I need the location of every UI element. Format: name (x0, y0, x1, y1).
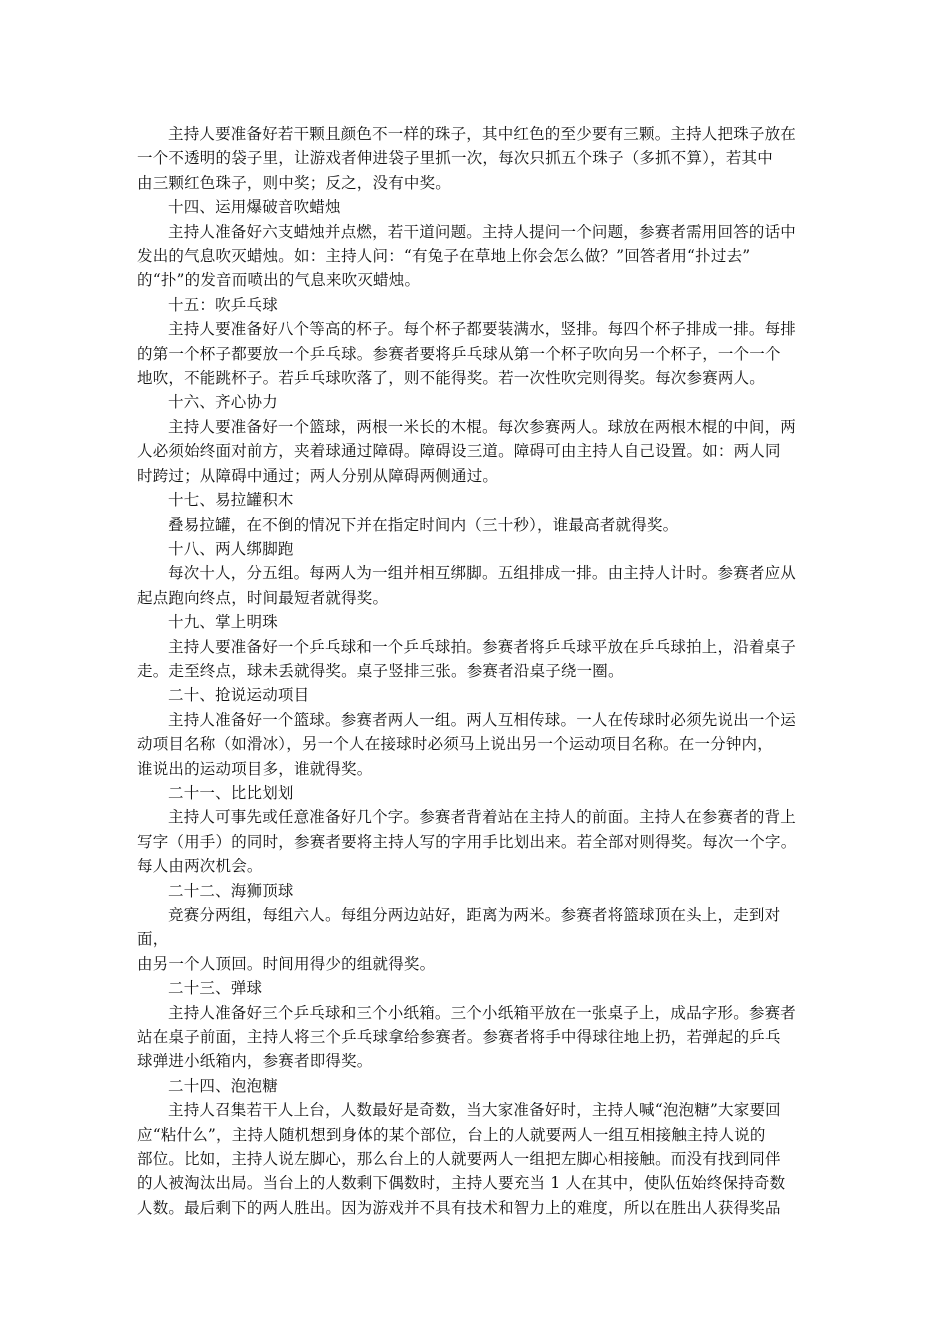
paragraph-body: 竞赛分两组，每组六人。每组分两边站好，距离为两米。参赛者将篮球顶在头上，走到对面， 由另一个人顶回。时间用得少的组就得奖。 (137, 906, 781, 973)
paragraph-body: 主持人要准备好一个篮球，两根一米长的木棍。每次参赛两人。球放在两根木棍的中间，两 人必须始终面对前方，夹着球通过障碍。障碍设三道。障碍可由主持人自己设置。如：两人同 时跨过；从障碍中通过；两人分别从障碍两侧通过。 (137, 417, 797, 485)
paragraph-body: 主持人要准备好一个乒乓球和一个乒乓球拍。参赛者将乒乓球平放在乒乓球拍上，沿着桌子 走。走至终点，球未丢就得奖。桌子竖排三张。参赛者沿桌子绕一圈。 (137, 637, 797, 680)
section-heading: 十九、掌上明珠 (168, 613, 278, 632)
paragraph-body: 主持人准备好一个篮球。参赛者两人一组。两人互相传球。一人在传球时必须先说出一个运 动项目名称（如滑冰），另一个人在接球时必须马上说出另一个运动项目名称。在一分钟内， 谁说出的运动项目多，谁就得奖。 (137, 710, 797, 778)
document-page (137, 122, 807, 1220)
section-heading: 二十四、泡泡糖 (168, 1076, 278, 1095)
paragraph-body: 主持人准备好三个乒乓球和三个小纸箱。三个小纸箱平放在一张桌子上，成品字形。参赛者 站在桌子前面，主持人将三个乒乓球拿给参赛者。参赛者将手中得球往地上扔，若弹起的乒乓 球弹进小纸箱内，参赛者即得奖。 (137, 1003, 797, 1071)
section-heading: 二十二、海狮顶球 (168, 881, 294, 900)
section-heading: 二十三、弹球 (168, 979, 263, 998)
paragraph-body: 叠易拉罐，在不倒的情况下并在指定时间内（三十秒），谁最高者就得奖。 (168, 515, 679, 534)
section-heading: 十四、运用爆破音吹蜡烛 (168, 198, 341, 217)
paragraph-body: 主持人可事先或任意准备好几个字。参赛者背着站在主持人的前面。主持人在参赛者的背上 写字（用手）的同时，参赛者要将主持人写的字用手比划出来。若全部对则得奖。每次一个字。 每人由两次机会。 (137, 808, 797, 876)
section-heading: 十七、易拉罐积木 (168, 491, 294, 510)
paragraph-body: 主持人准备好六支蜡烛并点燃，若干道问题。主持人提问一个问题，参赛者需用回答的话中 发出的气息吹灭蜡烛。如：主持人问：“有兔子在草地上你会怎么做？”回答者用“扑过去” 的“扑”的发音而喷出的气息来吹灭蜡烛。 (137, 222, 797, 290)
section-heading: 十六、齐心协力 (168, 393, 278, 412)
section-heading: 二十、抢说运动项目 (168, 686, 310, 705)
paragraph-body: 主持人要准备好若干颗且颜色不一样的珠子，其中红色的至少要有三颗。主持人把珠子放在 一个不透明的袋子里，让游戏者伸进袋子里抓一次，每次只抓五个珠子（多抓不算），若其中 由三颗红色珠子，则中奖；反之，没有中奖。 (137, 125, 797, 192)
paragraph-body: 主持人召集若干人上台，人数最好是奇数，当大家准备好时，主持人喊“泡泡糖”大家要回 应“粘什么”，主持人随机想到身体的某个部位，台上的人就要两人一组互相接触主持人说的 部位。比如，主持人说左脚心，那么台上的人就要两人一组把左脚心相接触。而没有找到同伴 的人被淘汰出局。当台上的人数剩下偶数时，主持人要充当 1 人在其中，使队伍始终保持奇数 人数。最后剩下的两人胜出。因为游戏并不具有技术和智力上的难度，所以在胜出人获得奖品 (137, 1101, 786, 1217)
section-heading: 十五：吹乒乓球 (168, 295, 278, 314)
section-heading: 二十一、比比划划 (168, 783, 294, 802)
section-heading: 十八、两人绑脚跑 (168, 539, 294, 558)
paragraph-body: 主持人要准备好八个等高的杯子。每个杯子都要装满水，竖排。每四个杯子排成一排。每排 的第一个杯子都要放一个乒乓球。参赛者要将乒乓球从第一个杯子吹向另一个杯子，一个一个 地吹，不能跳杯子。若乒乓球吹落了，则不能得奖。若一次性吹完则得奖。每次参赛两人。 (137, 320, 797, 388)
paragraph-body: 每次十人，分五组。每两人为一组并相互绑脚。五组排成一排。由主持人计时。参赛者应从 起点跑向终点，时间最短者就得奖。 (137, 564, 797, 607)
